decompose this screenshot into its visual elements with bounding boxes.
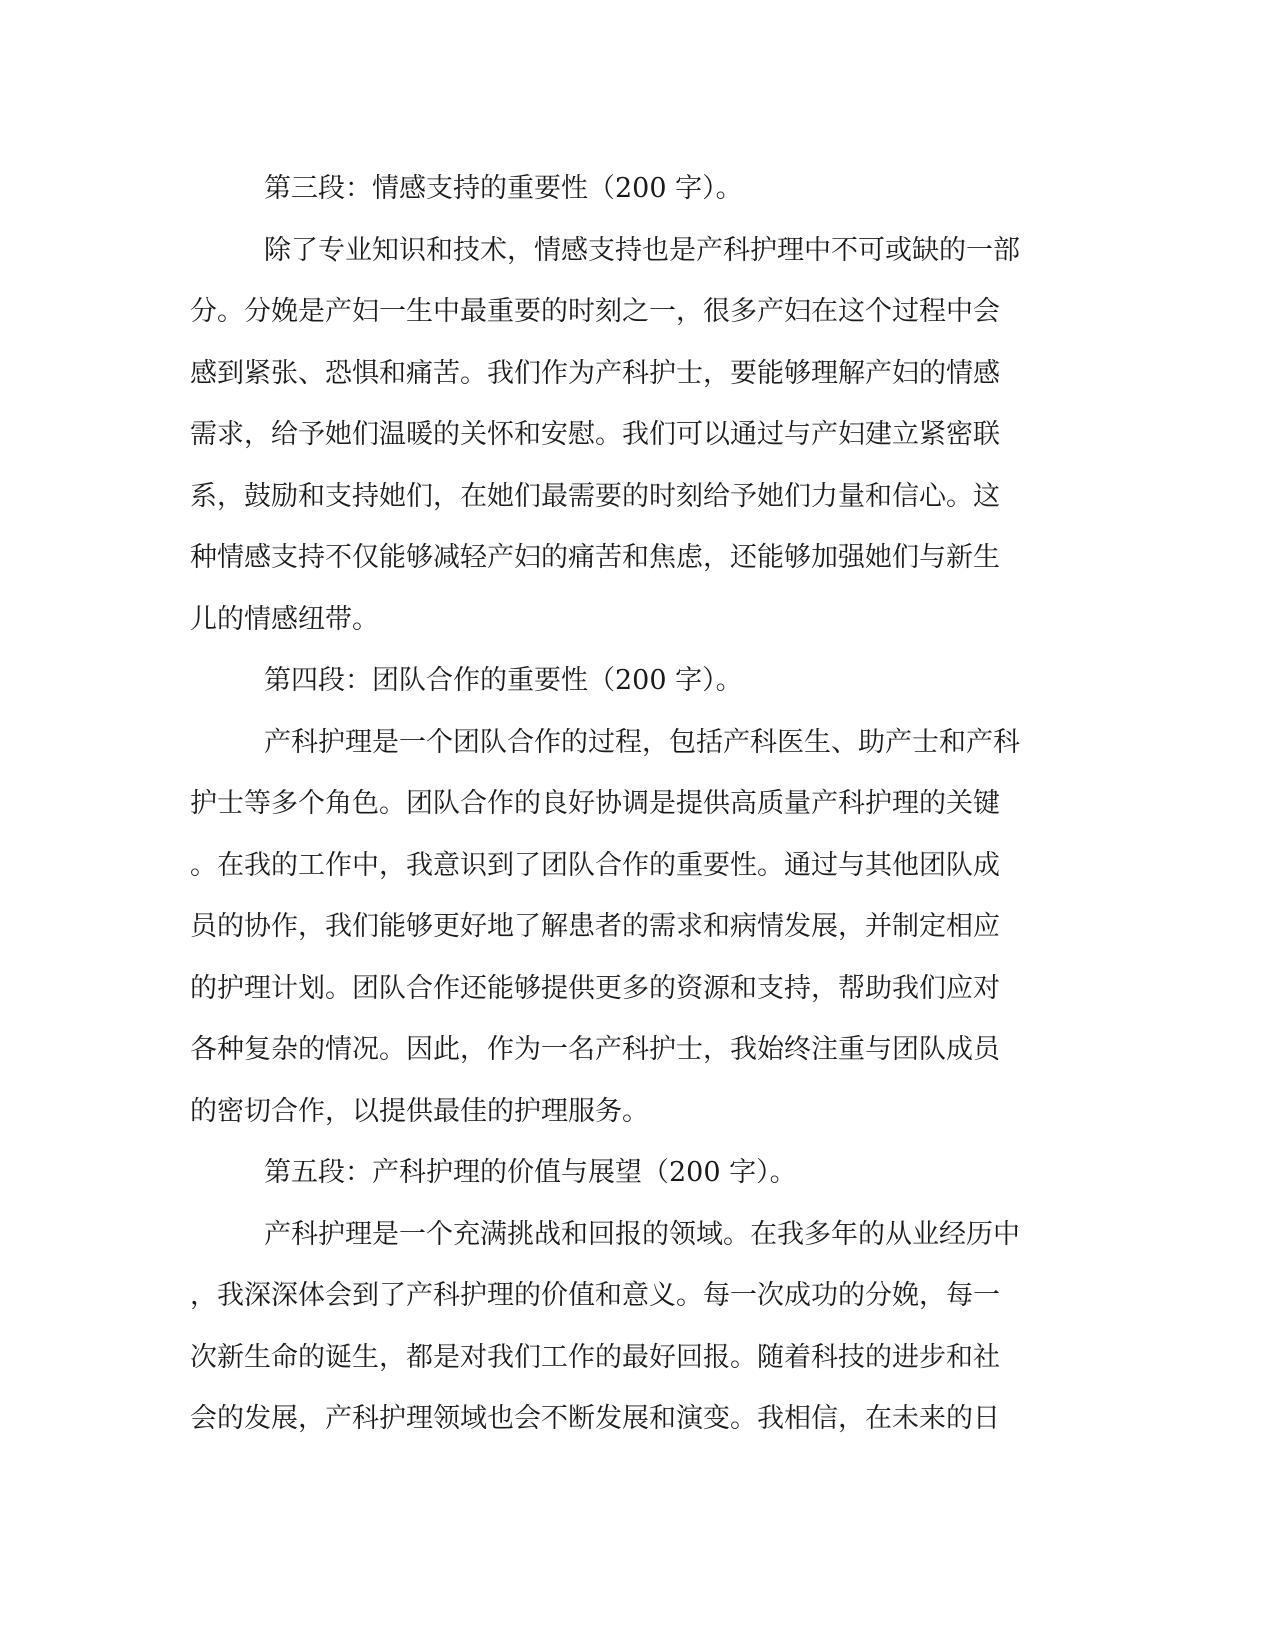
paragraph-line: 的护理计划。团队合作还能够提供更多的资源和支持，帮助我们应对 — [190, 972, 1000, 1004]
paragraph-line: 会的发展，产科护理领域也会不断发展和演变。我相信，在未来的日 — [190, 1403, 1000, 1434]
paragraph-line: 除了专业知识和技术，情感支持也是产科护理中不可或缺的一部 — [264, 234, 1020, 266]
paragraph-line: 护士等多个角色。团队合作的良好协调是提供高质量产科护理的关键 — [190, 788, 1000, 819]
section-heading-3: 第三段：情感支持的重要性（200 字）。 — [264, 173, 743, 204]
section-heading-5: 第五段：产科护理的价值与展望（200 字）。 — [264, 1157, 797, 1188]
section-heading-4: 第四段：团队合作的重要性（200 字）。 — [264, 665, 743, 696]
paragraph-line: ，我深深体会到了产科护理的价值和意义。每一次成功的分娩，每一 — [190, 1280, 1000, 1311]
paragraph-line: 各种复杂的情况。因此，作为一名产科护士，我始终注重与团队成员 — [190, 1034, 1000, 1065]
paragraph-line: 需求，给予她们温暖的关怀和安慰。我们可以通过与产妇建立紧密联 — [190, 419, 1000, 450]
paragraph-line: 系，鼓励和支持她们，在她们最需要的时刻给予她们力量和信心。这 — [190, 480, 1000, 512]
paragraph-line: 感到紧张、恐惧和痛苦。我们作为产科护士，要能够理解产妇的情感 — [190, 357, 1000, 389]
paragraph-line: 。在我的工作中，我意识到了团队合作的重要性。通过与其他团队成 — [190, 849, 1000, 881]
paragraph-line: 产科护理是一个充满挑战和回报的领域。在我多年的从业经历中 — [264, 1218, 1020, 1250]
paragraph-line: 次新生命的诞生，都是对我们工作的最好回报。随着科技的进步和社 — [190, 1341, 1000, 1373]
paragraph-line: 儿的情感纽带。 — [190, 603, 379, 635]
paragraph-line: 产科护理是一个团队合作的过程，包括产科医生、助产士和产科 — [264, 726, 1020, 758]
document-body — [190, 158, 1070, 1450]
paragraph-line: 员的协作，我们能够更好地了解患者的需求和病情发展，并制定相应 — [190, 911, 1000, 942]
paragraph-line: 的密切合作，以提供最佳的护理服务。 — [190, 1095, 649, 1127]
paragraph-line: 分。分娩是产妇一生中最重要的时刻之一，很多产妇在这个过程中会 — [190, 296, 1000, 327]
paragraph-line: 种情感支持不仅能够减轻产妇的痛苦和焦虑，还能够加强她们与新生 — [190, 542, 1000, 573]
